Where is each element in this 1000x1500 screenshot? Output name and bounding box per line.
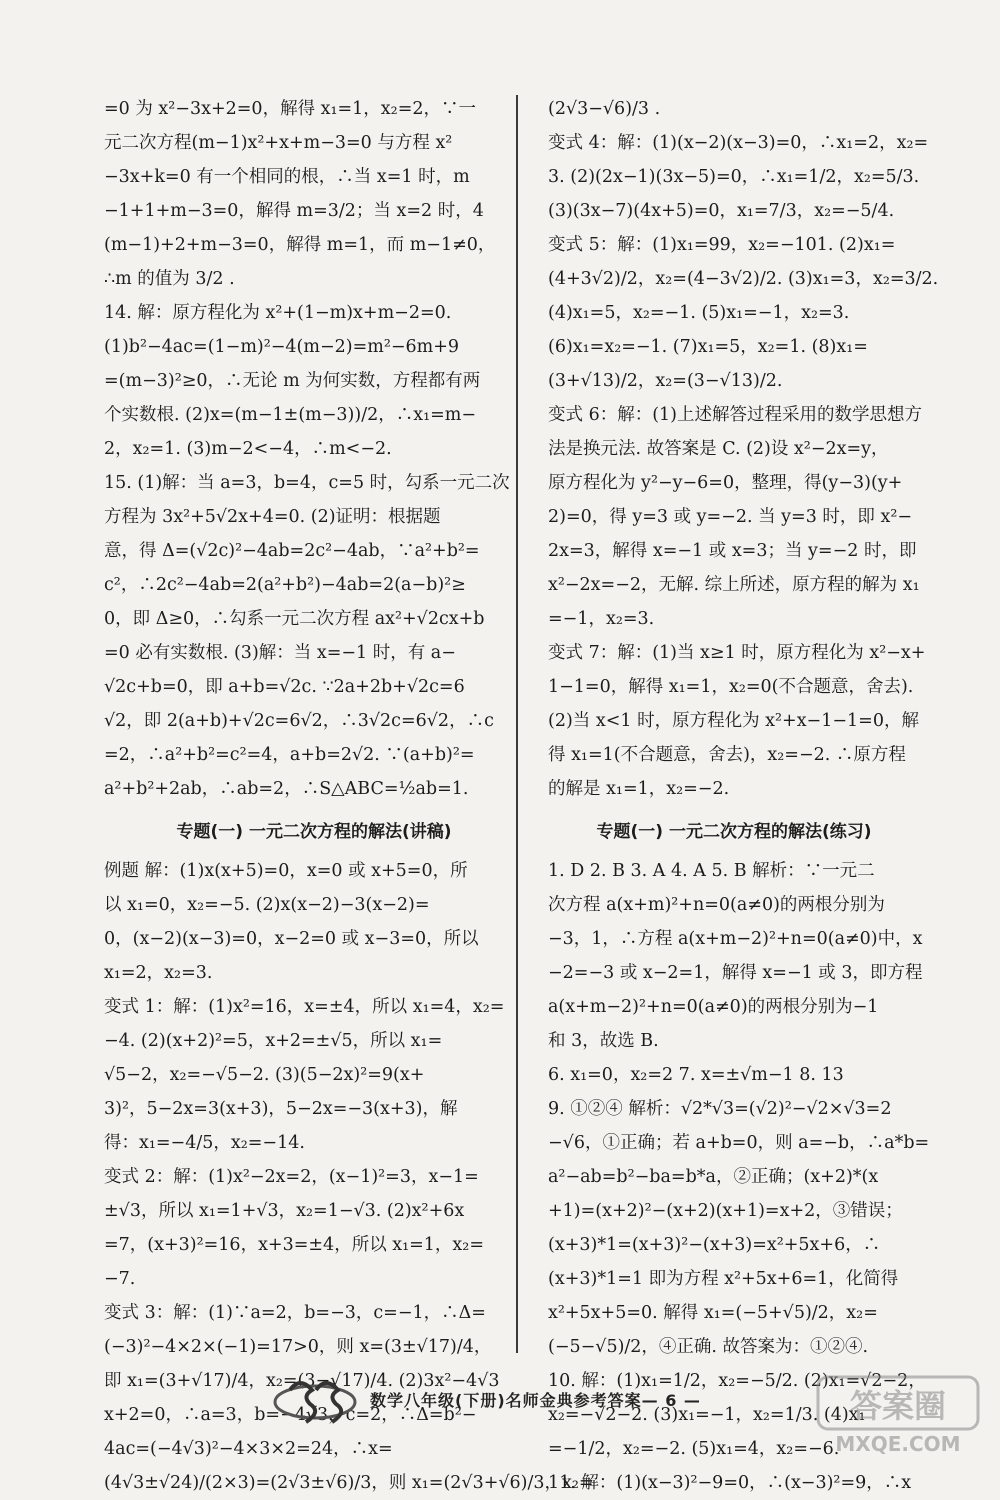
text-line: 6. x₁=0，x₂=2 7. x=±√m−1 8. 13 xyxy=(548,1065,844,1085)
footer-caption: 数学八年级(下册)名师金典参考答案— 6 — xyxy=(370,1391,701,1410)
text-line: 法是换元法. 故答案是 C. (2)设 x²−2x=y， xyxy=(548,439,889,459)
watermark-title: 答案圈 xyxy=(849,1387,947,1425)
text-line: 变式 1：解：(1)x²=16，x=±4，所以 x₁=4，x₂= xyxy=(104,997,505,1017)
text-line: c²，∴2c²−4ab=2(a²+b²)−4ab=2(a−b)²≥ xyxy=(104,575,466,595)
text-line: 方程为 3x²+5√2x+4=0. (2)证明：根据题 xyxy=(104,507,441,527)
text-line: −7. xyxy=(104,1269,136,1289)
text-line: (4)x₁=5，x₂=−1. (5)x₁=−1，x₂=3. xyxy=(548,303,850,323)
text-line: 1. D 2. B 3. A 4. A 5. B 解析：∵一元二 xyxy=(548,861,875,881)
text-line: ±√3，所以 x₁=1+√3，x₂=1−√3. (2)x²+6x xyxy=(104,1201,465,1221)
text-line: =(m−3)²≥0，∴无论 m 为何实数，方程都有两 xyxy=(104,371,481,391)
text-line: −√6，①正确；若 a+b=0，则 a=−b，∴a*b= xyxy=(548,1133,930,1153)
text-line: 和 3，故选 B. xyxy=(548,1031,659,1051)
text-line: (1)b²−4ac=(1−m)²−4(m−2)=m²−6m+9 xyxy=(104,337,460,357)
text-line: 得：x₁=−4/5，x₂=−14. xyxy=(104,1133,305,1153)
text-line: −3，1，∴方程 a(x+m−2)²+n=0(a≠0)中，x xyxy=(548,929,923,949)
text-line: (x+3)*1=1 即为方程 x²+5x+6=1，化简得 xyxy=(548,1269,899,1289)
text-line: =−1，x₂=3. xyxy=(548,609,655,629)
text-line: 2)=0，得 y=3 或 y=−2. 当 y=3 时，即 x²− xyxy=(548,507,913,527)
text-line: 变式 4：解：(1)(x−2)(x−3)=0，∴x₁=2，x₂= xyxy=(548,133,929,153)
text-line: (3+√13)/2，x₂=(3−√13)/2. xyxy=(548,371,783,391)
text-line: 9. ①②④ 解析：√2*√3=(√2)²−√2×√3=2 xyxy=(548,1099,892,1119)
text-line: =−1/2，x₂=−2. (5)x₁=4，x₂=−6. xyxy=(548,1439,840,1459)
text-line: +1)=(x+2)²−(x+2)(x+1)=x+2，③错误； xyxy=(548,1201,903,1221)
text-line: 原方程化为 y²−y−6=0，整理，得(y−3)(y+ xyxy=(548,473,903,493)
text-line: −2=−3 或 x−2=1，解得 x=−1 或 3，即方程 xyxy=(548,963,923,983)
text-line: 0，(x−2)(x−3)=0，x−2=0 或 x−3=0，所以 xyxy=(104,929,479,949)
section-heading-practice: 专题(一) 一元二次方程的解法(练习) xyxy=(596,822,872,842)
text-line: 意，得 Δ=(√2c)²−4ab=2c²−4ab，∵a²+b²= xyxy=(104,541,480,561)
text-line: 变式 3：解：(1)∵a=2，b=−3，c=−1，∴Δ= xyxy=(104,1303,486,1323)
text-line: 3. (2)(2x−1)(3x−5)=0，∴x₁=1/2，x₂=5/3. xyxy=(548,167,920,187)
text-line: (−3)²−4×2×(−1)=17>0，则 x=(3±√17)/4， xyxy=(104,1337,492,1357)
text-line: x²−2x=−2，无解. 综上所述，原方程的解为 x₁ xyxy=(548,575,920,595)
text-line: −3x+k=0 有一个相同的根，∴当 x=1 时，m xyxy=(104,167,470,187)
right-column xyxy=(548,92,939,1500)
left-top-block xyxy=(104,92,524,806)
publisher-logo-icon xyxy=(270,1368,360,1428)
text-line: 次方程 a(x+m)²+n=0(a≠0)的两根分别为 xyxy=(548,895,885,915)
text-line: a²+b²+2ab，∴ab=2，∴S△ABC=½ab=1. xyxy=(104,779,469,799)
text-line: 即 x₁=(3+√17)/4，x₂=(3−√17)/4. (2)3x²−4√3 xyxy=(104,1371,500,1391)
text-line: 2，x₂=1. (3)m−2<−4，∴m<−2. xyxy=(104,439,392,459)
text-line: x²+5x+5=0. 解得 x₁=(−5+√5)/2，x₂= xyxy=(548,1303,878,1323)
text-line: 4ac=(−4√3)²−4×3×2=24，∴x= xyxy=(104,1439,393,1459)
text-line: =2，∴a²+b²=c²=4，a+b=2√2. ∵(a+b)²= xyxy=(104,745,475,765)
text-line: 0，即 Δ≥0，∴勾系一元二次方程 ax²+√2cx+b xyxy=(104,609,485,629)
text-line: =7，(x+3)²=16，x+3=±4，所以 x₁=1，x₂= xyxy=(104,1235,484,1255)
text-line: 变式 2：解：(1)x²−2x=2，(x−1)²=3，x−1= xyxy=(104,1167,479,1187)
text-line: =0 必有实数根. (3)解：当 x=−1 时，有 a− xyxy=(104,643,456,663)
column-divider xyxy=(516,95,518,1353)
text-line: −1+1+m−3=0，解得 m=3/2；当 x=2 时，4 xyxy=(104,201,484,221)
text-line: (4√3±√24)/(2×3)=(2√3±√6)/3，则 x₁=(2√3+√6)/3，x₂= xyxy=(104,1473,594,1493)
right-top-block xyxy=(548,92,939,806)
text-line: (4+3√2)/2，x₂=(4−3√2)/2. (3)x₁=3，x₂=3/2. xyxy=(548,269,939,289)
text-line: 个实数根. (2)x=(m−1±(m−3))/2，∴x₁=m− xyxy=(104,405,477,425)
text-line: ∴m 的值为 3/2 . xyxy=(104,269,235,289)
page-footer xyxy=(270,1368,740,1428)
text-line: (x+3)*1=(x+3)²−(x+3)=x²+5x+6，∴ xyxy=(548,1235,881,1255)
text-line: (−5−√5)/2，④正确. 故答案为：①②④. xyxy=(548,1337,869,1357)
text-line: (2√3−√6)/3 . xyxy=(548,99,661,119)
watermark-url: MXQE.COM xyxy=(835,1432,961,1456)
text-line: √5−2，x₂=−√5−2. (3)(5−2x)²=9(x+ xyxy=(104,1065,425,1085)
text-line: (3)(3x−7)(4x+5)=0，x₁=7/3，x₂=−5/4. xyxy=(548,201,895,221)
text-line: 3)²，5−2x=3(x+3)，5−2x=−3(x+3)，解 xyxy=(104,1099,458,1119)
text-line: 变式 5：解：(1)x₁=99，x₂=−101. (2)x₁= xyxy=(548,235,896,255)
text-line: 以 x₁=0，x₂=−5. (2)x(x−2)−3(x−2)= xyxy=(104,895,430,915)
text-line: x+2=0，∴a=3，b=−4√3，c=2，∴Δ=b²− xyxy=(104,1405,477,1425)
text-line: 10. 解：(1)x₁=1/2，x₂=−5/2. (2)x₁=√2−2， xyxy=(548,1371,926,1391)
text-line: √2，即 2(a+b)+√2c=6√2，∴3√2c=6√2，∴c xyxy=(104,711,494,731)
text-line: 变式 7：解：(1)当 x≥1 时，原方程化为 x²−x+ xyxy=(548,643,926,663)
text-line: 元二次方程(m−1)x²+x+m−3=0 与方程 x² xyxy=(104,133,453,153)
text-line: 11. 解：(1)(x−3)²−9=0，∴(x−3)²=9，∴x xyxy=(548,1473,912,1493)
text-line: 2x=3，解得 x=−1 或 x=3；当 y=−2 时，即 xyxy=(548,541,917,561)
text-line: 的解是 x₁=1，x₂=−2. xyxy=(548,779,730,799)
text-line: 例题 解：(1)x(x+5)=0，x=0 或 x+5=0，所 xyxy=(104,861,468,881)
text-line: (6)x₁=x₂=−1. (7)x₁=5，x₂=1. (8)x₁= xyxy=(548,337,868,357)
text-line: =0 为 x²−3x+2=0，解得 x₁=1，x₂=2，∵一 xyxy=(104,99,476,119)
text-line: a²−ab=b²−ba=b*a，②正确；(x+2)*(x xyxy=(548,1167,879,1187)
text-line: 变式 6：解：(1)上述解答过程采用的数学思想方 xyxy=(548,405,922,425)
text-line: x₁=2，x₂=3. xyxy=(104,963,213,983)
text-line: √2c+b=0，即 a+b=√2c. ∵2a+2b+√2c=6 xyxy=(104,677,465,697)
text-line: a(x+m−2)²+n=0(a≠0)的两根分别为−1 xyxy=(548,997,879,1017)
text-line: x₂=−√2−2. (3)x₁=−1，x₂=1/3. (4)x₁ xyxy=(548,1405,866,1425)
text-line: (2)当 x<1 时，原方程化为 x²+x−1−1=0，解 xyxy=(548,711,919,731)
watermark-logo-icon xyxy=(814,1373,984,1459)
text-line: 14. 解：原方程化为 x²+(1−m)x+m−2=0. xyxy=(104,303,452,323)
text-line: (m−1)+2+m−3=0，解得 m=1，而 m−1≠0， xyxy=(104,235,496,255)
text-line: 1−1=0，解得 x₁=1，x₂=0(不合题意，舍去). xyxy=(548,677,914,697)
text-line: 得 x₁=1(不合题意，舍去)，x₂=−2. ∴原方程 xyxy=(548,745,906,765)
text-line: 15. (1)解：当 a=3，b=4，c=5 时，勾系一元二次 xyxy=(104,473,510,493)
text-line: −4. (2)(x+2)²=5，x+2=±√5，所以 x₁= xyxy=(104,1031,443,1051)
section-heading-lecture: 专题(一) 一元二次方程的解法(讲稿) xyxy=(176,822,452,842)
